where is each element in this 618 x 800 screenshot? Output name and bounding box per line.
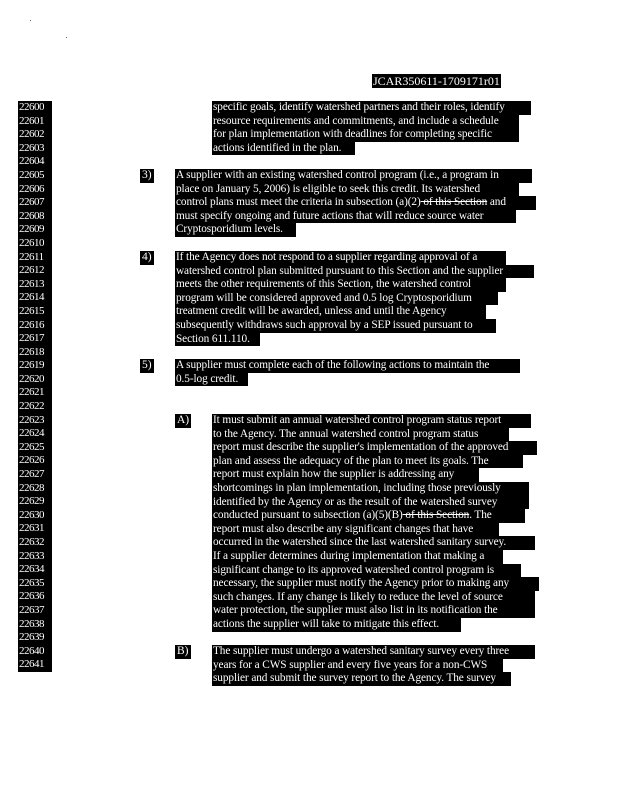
text-line: report must also describe any significant changes that have — [212, 523, 499, 537]
text-span: . The — [469, 509, 492, 522]
line-number: 22625 — [18, 441, 52, 455]
paragraph-4 — [175, 251, 534, 346]
text-line: occurred in the watershed since the last watershed sanitary survey. — [212, 536, 535, 550]
line-number: 22605 — [18, 169, 52, 183]
text-line: years for a CWS supplier and every five years for a non-CWS — [212, 659, 503, 673]
line-number: 22610 — [18, 237, 52, 251]
line-number: 22635 — [18, 577, 52, 591]
text-line: actions identified in the plan. — [212, 142, 355, 156]
paragraph-3 — [175, 169, 536, 237]
line-number: 22633 — [18, 550, 52, 564]
text-line — [175, 196, 536, 210]
text-line: must specify ongoing and future actions that will reduce source water — [175, 210, 516, 224]
line-number: 22601 — [18, 115, 52, 129]
line-number: 22632 — [18, 536, 52, 550]
line-number: 22637 — [18, 604, 52, 618]
text-line: necessary, the supplier must notify the Agency prior to making any — [212, 577, 539, 591]
text-line: If the Agency does not respond to a supplier regarding approval of a — [175, 251, 506, 265]
text-line: shortcomings in plan implementation, including those previously — [212, 482, 529, 496]
text-line: specific goals, identify watershed partners and their roles, identify — [212, 101, 531, 115]
subparagraph-b — [212, 645, 535, 686]
line-number: 22621 — [18, 386, 52, 400]
document-id: JCAR350611-1709171r01 — [373, 74, 500, 88]
text-line: to the Agency. The annual watershed control program status — [212, 428, 509, 442]
line-number-column — [18, 101, 52, 672]
line-number: 22609 — [18, 223, 52, 237]
text-line: place on January 5, 2006) is eligible to seek this credit. Its watershed — [175, 183, 519, 197]
subparagraph-label: B) — [177, 645, 189, 657]
paragraph-label: 5) — [142, 359, 152, 371]
line-number: 22630 — [18, 509, 52, 523]
subparagraph-a — [212, 414, 539, 632]
paragraph-label: 3) — [142, 169, 152, 181]
text-line: significant change to its approved watershed control program is — [212, 564, 521, 578]
line-number: 22641 — [18, 658, 52, 672]
text-line: A supplier must complete each of the following actions to maintain the — [175, 359, 520, 373]
line-number: 22620 — [18, 373, 52, 387]
line-number: 22614 — [18, 291, 52, 305]
text-line: report must describe the supplier's implementation of the approved — [212, 441, 537, 455]
line-number: 22603 — [18, 142, 52, 156]
text-line: watershed control plan submitted pursuant to this Section and the supplier — [175, 265, 534, 279]
line-number: 22638 — [18, 618, 52, 632]
text-line: program will be considered approved and 0.5 log Cryptosporidium — [175, 292, 498, 306]
text-line: plan and assess the adequacy of the plan to meet its goals. The — [212, 455, 523, 469]
line-number: 22618 — [18, 346, 52, 360]
line-number: 22629 — [18, 495, 52, 509]
line-number: 22622 — [18, 400, 52, 414]
text-line: resource requirements and commitments, and include a schedule — [212, 115, 519, 129]
line-number: 22602 — [18, 128, 52, 142]
struck-text: of this Section — [402, 509, 470, 522]
line-number: 22604 — [18, 155, 52, 169]
text-line: for plan implementation with deadlines for completing specific — [212, 128, 519, 142]
struck-text: of this Section — [420, 196, 488, 209]
line-number: 22613 — [18, 278, 52, 292]
line-number: 22608 — [18, 210, 52, 224]
line-number: 22639 — [18, 631, 52, 645]
text-line: subsequently withdraws such approval by a SEP issued pursuant to — [175, 319, 496, 333]
subparagraph-label: A) — [177, 414, 190, 426]
line-number: 22611 — [18, 251, 52, 265]
text-span: control plans must meet the criteria in subsection (a)(2) — [176, 196, 421, 209]
line-number: 22640 — [18, 645, 52, 659]
text-line: identified by the Agency or as the result of the watershed survey — [212, 496, 529, 510]
text-line: actions the supplier will take to mitigate this effect. — [212, 618, 461, 632]
text-span: conducted pursuant to subsection (a)(5)(B) — [213, 509, 403, 522]
line-number: 22623 — [18, 414, 52, 428]
text-line: report must explain how the supplier is addressing any — [212, 468, 479, 482]
text-line: If a supplier determines during implementation that making a — [212, 550, 503, 564]
line-number: 22617 — [18, 332, 52, 346]
paragraph-label: 4) — [142, 251, 152, 263]
text-line: It must submit an annual watershed control program status report — [212, 414, 531, 428]
line-number: 22607 — [18, 196, 52, 210]
text-line: The supplier must undergo a watershed sanitary survey every three — [212, 645, 535, 659]
line-number: 22631 — [18, 522, 52, 536]
text-line: supplier and submit the survey report to the Agency. The survey — [212, 672, 511, 686]
line-number: 22600 — [18, 101, 52, 115]
text-line: such changes. If any change is likely to reduce the level of source — [212, 591, 535, 605]
text-line: A supplier with an existing watershed control program (i.e., a program in — [175, 169, 532, 183]
line-number: 22626 — [18, 454, 52, 468]
paragraph-5 — [175, 359, 520, 386]
text-line: Section 611.110. — [175, 333, 260, 347]
intro-paragraph — [212, 101, 531, 155]
text-line: Cryptosporidium levels. — [175, 223, 296, 237]
scan-speck — [66, 37, 67, 38]
line-number: 22615 — [18, 305, 52, 319]
line-number: 22619 — [18, 359, 52, 373]
text-line — [212, 509, 525, 523]
line-number: 22616 — [18, 319, 52, 333]
text-span: and — [487, 196, 506, 209]
text-line: water protection, the supplier must also list in its notification the — [212, 604, 535, 618]
text-line: 0.5-log credit. — [175, 373, 248, 387]
text-line: treatment credit will be awarded, unless and until the Agency — [175, 305, 486, 319]
text-line: meets the other requirements of this Section, the watershed control — [175, 278, 506, 292]
line-number: 22628 — [18, 482, 52, 496]
line-number: 22636 — [18, 590, 52, 604]
line-number: 22627 — [18, 468, 52, 482]
line-number: 22612 — [18, 264, 52, 278]
scan-speck — [30, 20, 31, 21]
line-number: 22606 — [18, 183, 52, 197]
line-number: 22634 — [18, 563, 52, 577]
line-number: 22624 — [18, 427, 52, 441]
